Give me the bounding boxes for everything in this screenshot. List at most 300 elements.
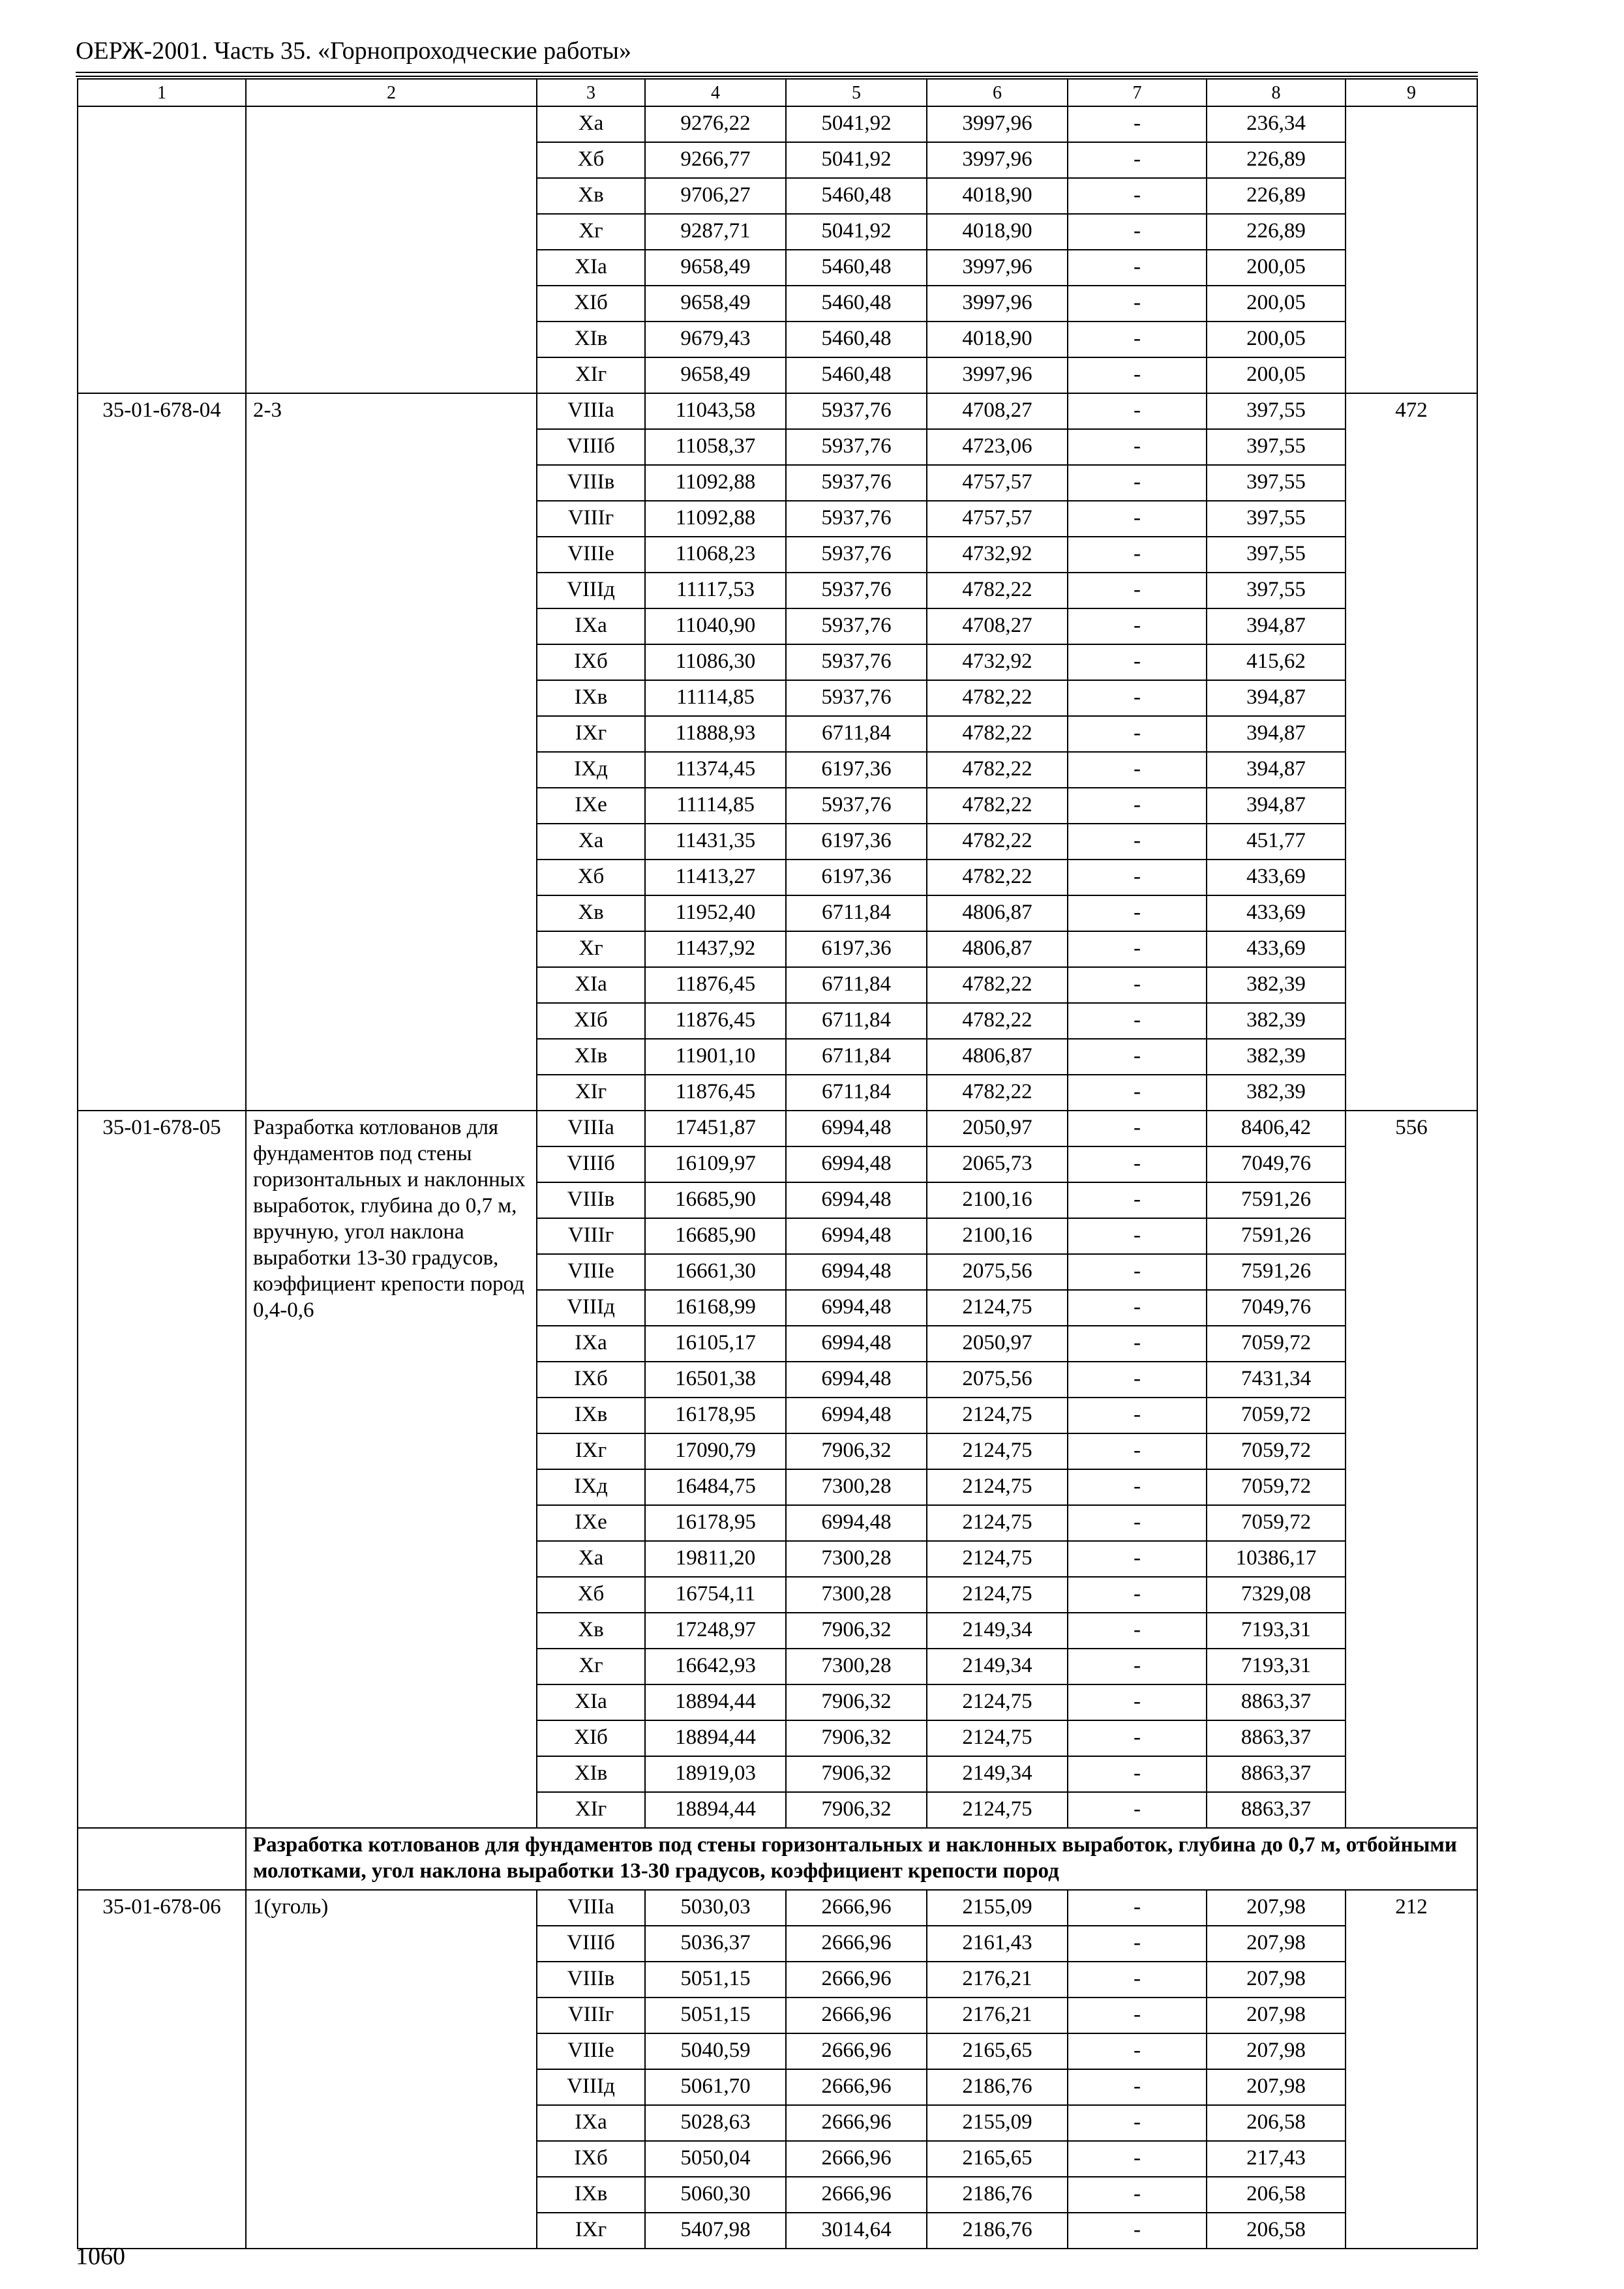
rate-class-cell: IXг xyxy=(537,2213,645,2249)
machine-cost-cell: 2124,75 xyxy=(927,1684,1068,1720)
machine-cost-cell: 4732,92 xyxy=(927,537,1068,573)
rate-class-cell: XIб xyxy=(537,1720,645,1756)
col7-cell: - xyxy=(1068,178,1207,214)
total-cost-cell: 16484,75 xyxy=(645,1469,786,1505)
page-number: 1060 xyxy=(76,2243,125,2270)
machine-cost-cell: 2155,09 xyxy=(927,1890,1068,1926)
labor-cost-cell: 6711,84 xyxy=(786,716,927,752)
materials-cost-cell: 7059,72 xyxy=(1207,1469,1346,1505)
column-number-cell: 9 xyxy=(1346,79,1477,106)
rate-class-cell: IXг xyxy=(537,716,645,752)
rate-class-cell: VIIIe xyxy=(537,1254,645,1290)
labor-cost-cell: 5937,76 xyxy=(786,788,927,824)
total-cost-cell: 5051,15 xyxy=(645,1997,786,2033)
materials-cost-cell: 226,89 xyxy=(1207,142,1346,178)
rate-class-cell: XIг xyxy=(537,1075,645,1111)
rate-class-cell: XIг xyxy=(537,357,645,393)
col9-value: 472 xyxy=(1346,393,1477,1111)
rate-class-cell: Xв xyxy=(537,1613,645,1649)
materials-cost-cell: 8406,42 xyxy=(1207,1111,1346,1146)
col7-cell: - xyxy=(1068,1362,1207,1398)
machine-cost-cell: 4782,22 xyxy=(927,824,1068,860)
norm-description: Разработка котлованов для фундаментов под стены горизонтальных и наклонных выработок, глубина до 0,7 м, вручную, угол наклона выработки 13-30 градусов, коэффициент крепости пород 0,4-0,6 xyxy=(246,1111,537,1828)
materials-cost-cell: 394,87 xyxy=(1207,608,1346,644)
materials-cost-cell: 397,55 xyxy=(1207,429,1346,465)
rate-class-cell: VIIIг xyxy=(537,501,645,537)
header-rule xyxy=(76,76,1478,77)
col7-cell: - xyxy=(1068,2033,1207,2069)
total-cost-cell: 5036,37 xyxy=(645,1926,786,1962)
col7-cell: - xyxy=(1068,1792,1207,1828)
labor-cost-cell: 5460,48 xyxy=(786,178,927,214)
rate-class-cell: IXб xyxy=(537,2141,645,2177)
col7-cell: - xyxy=(1068,537,1207,573)
rate-class-cell: IXв xyxy=(537,1398,645,1433)
rate-class-cell: VIIIд xyxy=(537,1290,645,1326)
materials-cost-cell: 226,89 xyxy=(1207,214,1346,250)
machine-cost-cell: 2124,75 xyxy=(927,1398,1068,1433)
col7-cell: - xyxy=(1068,1146,1207,1182)
materials-cost-cell: 7193,31 xyxy=(1207,1613,1346,1649)
total-cost-cell: 11114,85 xyxy=(645,788,786,824)
total-cost-cell: 5051,15 xyxy=(645,1962,786,1997)
rate-class-cell: IXб xyxy=(537,644,645,680)
section-title: Разработка котлованов для фундаментов под стены горизонтальных и наклонных выработок, глубина до 0,7 м, отбойными молотками, угол наклона выработки 13-30 градусов, коэффициент крепости пород xyxy=(246,1828,1477,1890)
labor-cost-cell: 2666,96 xyxy=(786,2105,927,2141)
total-cost-cell: 16105,17 xyxy=(645,1326,786,1362)
col7-cell: - xyxy=(1068,1541,1207,1577)
col7-cell: - xyxy=(1068,1326,1207,1362)
machine-cost-cell: 4782,22 xyxy=(927,573,1068,608)
materials-cost-cell: 207,98 xyxy=(1207,1997,1346,2033)
machine-cost-cell: 2186,76 xyxy=(927,2069,1068,2105)
labor-cost-cell: 7300,28 xyxy=(786,1649,927,1684)
materials-cost-cell: 382,39 xyxy=(1207,1039,1346,1075)
total-cost-cell: 11092,88 xyxy=(645,501,786,537)
col7-cell: - xyxy=(1068,716,1207,752)
materials-cost-cell: 217,43 xyxy=(1207,2141,1346,2177)
total-cost-cell: 16685,90 xyxy=(645,1218,786,1254)
rate-class-cell: VIIIд xyxy=(537,2069,645,2105)
materials-cost-cell: 397,55 xyxy=(1207,501,1346,537)
machine-cost-cell: 2050,97 xyxy=(927,1111,1068,1146)
rate-class-cell: Xв xyxy=(537,178,645,214)
machine-cost-cell: 2124,75 xyxy=(927,1577,1068,1613)
materials-cost-cell: 8863,37 xyxy=(1207,1720,1346,1756)
machine-cost-cell: 2065,73 xyxy=(927,1146,1068,1182)
total-cost-cell: 5028,63 xyxy=(645,2105,786,2141)
materials-cost-cell: 451,77 xyxy=(1207,824,1346,860)
labor-cost-cell: 2666,96 xyxy=(786,2141,927,2177)
rate-class-cell: VIIIг xyxy=(537,1218,645,1254)
col7-cell: - xyxy=(1068,644,1207,680)
labor-cost-cell: 5937,76 xyxy=(786,680,927,716)
table-row xyxy=(78,106,1477,142)
rate-class-cell: VIIIe xyxy=(537,537,645,573)
total-cost-cell: 11040,90 xyxy=(645,608,786,644)
machine-cost-cell: 4782,22 xyxy=(927,752,1068,788)
total-cost-cell: 17248,97 xyxy=(645,1613,786,1649)
machine-cost-cell: 4782,22 xyxy=(927,860,1068,895)
col7-cell: - xyxy=(1068,860,1207,895)
labor-cost-cell: 6994,48 xyxy=(786,1505,927,1541)
labor-cost-cell: 5460,48 xyxy=(786,357,927,393)
labor-cost-cell: 2666,96 xyxy=(786,2033,927,2069)
materials-cost-cell: 7193,31 xyxy=(1207,1649,1346,1684)
total-cost-cell: 9679,43 xyxy=(645,322,786,357)
norm-code xyxy=(78,106,246,393)
total-cost-cell: 9266,77 xyxy=(645,142,786,178)
col7-cell: - xyxy=(1068,357,1207,393)
materials-cost-cell: 433,69 xyxy=(1207,860,1346,895)
machine-cost-cell: 2165,65 xyxy=(927,2141,1068,2177)
col7-cell: - xyxy=(1068,1577,1207,1613)
machine-cost-cell: 2124,75 xyxy=(927,1290,1068,1326)
total-cost-cell: 11092,88 xyxy=(645,465,786,501)
total-cost-cell: 18919,03 xyxy=(645,1756,786,1792)
total-cost-cell: 11876,45 xyxy=(645,1003,786,1039)
machine-cost-cell: 2186,76 xyxy=(927,2177,1068,2213)
labor-cost-cell: 6197,36 xyxy=(786,860,927,895)
labor-cost-cell: 2666,96 xyxy=(786,1997,927,2033)
col7-cell: - xyxy=(1068,2105,1207,2141)
machine-cost-cell: 2050,97 xyxy=(927,1326,1068,1362)
machine-cost-cell: 4018,90 xyxy=(927,178,1068,214)
labor-cost-cell: 6994,48 xyxy=(786,1111,927,1146)
col7-cell: - xyxy=(1068,1684,1207,1720)
labor-cost-cell: 7906,32 xyxy=(786,1433,927,1469)
col7-cell: - xyxy=(1068,680,1207,716)
rate-class-cell: VIIIa xyxy=(537,1111,645,1146)
rate-class-cell: Xв xyxy=(537,895,645,931)
norm-description xyxy=(246,106,537,393)
materials-cost-cell: 433,69 xyxy=(1207,895,1346,931)
col7-cell: - xyxy=(1068,1182,1207,1218)
materials-cost-cell: 7059,72 xyxy=(1207,1505,1346,1541)
machine-cost-cell: 4782,22 xyxy=(927,967,1068,1003)
materials-cost-cell: 10386,17 xyxy=(1207,1541,1346,1577)
col7-cell: - xyxy=(1068,142,1207,178)
col7-cell: - xyxy=(1068,1433,1207,1469)
total-cost-cell: 11437,92 xyxy=(645,931,786,967)
labor-cost-cell: 6994,48 xyxy=(786,1362,927,1398)
labor-cost-cell: 6994,48 xyxy=(786,1146,927,1182)
machine-cost-cell: 4782,22 xyxy=(927,788,1068,824)
materials-cost-cell: 236,34 xyxy=(1207,106,1346,142)
labor-cost-cell: 5937,76 xyxy=(786,465,927,501)
machine-cost-cell: 4782,22 xyxy=(927,716,1068,752)
machine-cost-cell: 4782,22 xyxy=(927,1003,1068,1039)
column-number-cell: 2 xyxy=(246,79,537,106)
labor-cost-cell: 5460,48 xyxy=(786,250,927,286)
rate-class-cell: Xб xyxy=(537,142,645,178)
col7-cell: - xyxy=(1068,1111,1207,1146)
labor-cost-cell: 7906,32 xyxy=(786,1792,927,1828)
rate-class-cell: XIг xyxy=(537,1792,645,1828)
labor-cost-cell: 5041,92 xyxy=(786,214,927,250)
col7-cell: - xyxy=(1068,393,1207,429)
machine-cost-cell: 4018,90 xyxy=(927,322,1068,357)
rate-class-cell: IXa xyxy=(537,608,645,644)
machine-cost-cell: 2075,56 xyxy=(927,1254,1068,1290)
table-row xyxy=(78,1111,1477,1146)
labor-cost-cell: 5937,76 xyxy=(786,393,927,429)
labor-cost-cell: 6197,36 xyxy=(786,931,927,967)
labor-cost-cell: 6711,84 xyxy=(786,1039,927,1075)
machine-cost-cell: 4806,87 xyxy=(927,895,1068,931)
materials-cost-cell: 7591,26 xyxy=(1207,1254,1346,1290)
section-header-row xyxy=(78,1828,1477,1890)
machine-cost-cell: 2149,34 xyxy=(927,1756,1068,1792)
labor-cost-cell: 2666,96 xyxy=(786,2177,927,2213)
rate-class-cell: VIIIв xyxy=(537,465,645,501)
materials-cost-cell: 7059,72 xyxy=(1207,1326,1346,1362)
machine-cost-cell: 2100,16 xyxy=(927,1182,1068,1218)
rate-class-cell: VIIIг xyxy=(537,1997,645,2033)
total-cost-cell: 11058,37 xyxy=(645,429,786,465)
col7-cell: - xyxy=(1068,1039,1207,1075)
total-cost-cell: 16178,95 xyxy=(645,1505,786,1541)
materials-cost-cell: 226,89 xyxy=(1207,178,1346,214)
materials-cost-cell: 7049,76 xyxy=(1207,1146,1346,1182)
col7-cell: - xyxy=(1068,1926,1207,1962)
machine-cost-cell: 2075,56 xyxy=(927,1362,1068,1398)
labor-cost-cell: 5937,76 xyxy=(786,573,927,608)
materials-cost-cell: 397,55 xyxy=(1207,393,1346,429)
table-row xyxy=(78,1890,1477,1926)
machine-cost-cell: 4723,06 xyxy=(927,429,1068,465)
col7-cell: - xyxy=(1068,1003,1207,1039)
col7-cell: - xyxy=(1068,1890,1207,1926)
total-cost-cell: 9706,27 xyxy=(645,178,786,214)
total-cost-cell: 16754,11 xyxy=(645,1577,786,1613)
materials-cost-cell: 8863,37 xyxy=(1207,1792,1346,1828)
col7-cell: - xyxy=(1068,1398,1207,1433)
labor-cost-cell: 5937,76 xyxy=(786,608,927,644)
labor-cost-cell: 6994,48 xyxy=(786,1254,927,1290)
rate-class-cell: XIб xyxy=(537,286,645,322)
rate-class-cell: XIa xyxy=(537,1684,645,1720)
col7-cell: - xyxy=(1068,2213,1207,2249)
labor-cost-cell: 6711,84 xyxy=(786,1075,927,1111)
labor-cost-cell: 7906,32 xyxy=(786,1684,927,1720)
rate-class-cell: VIIIa xyxy=(537,393,645,429)
col7-cell: - xyxy=(1068,931,1207,967)
col7-cell: - xyxy=(1068,573,1207,608)
materials-cost-cell: 207,98 xyxy=(1207,1926,1346,1962)
rate-class-cell: IXe xyxy=(537,788,645,824)
machine-cost-cell: 2161,43 xyxy=(927,1926,1068,1962)
col7-cell: - xyxy=(1068,824,1207,860)
column-number-cell: 4 xyxy=(645,79,786,106)
col7-cell: - xyxy=(1068,1997,1207,2033)
materials-cost-cell: 206,58 xyxy=(1207,2105,1346,2141)
column-number-cell: 7 xyxy=(1068,79,1207,106)
total-cost-cell: 17090,79 xyxy=(645,1433,786,1469)
materials-cost-cell: 7059,72 xyxy=(1207,1433,1346,1469)
machine-cost-cell: 2149,34 xyxy=(927,1649,1068,1684)
total-cost-cell: 11086,30 xyxy=(645,644,786,680)
total-cost-cell: 18894,44 xyxy=(645,1720,786,1756)
total-cost-cell: 5040,59 xyxy=(645,2033,786,2069)
rate-class-cell: XIб xyxy=(537,1003,645,1039)
table-body xyxy=(78,79,1477,2249)
labor-cost-cell: 7906,32 xyxy=(786,1756,927,1792)
machine-cost-cell: 4806,87 xyxy=(927,931,1068,967)
rate-class-cell: VIIIб xyxy=(537,429,645,465)
rate-class-cell: VIIIe xyxy=(537,2033,645,2069)
col7-cell: - xyxy=(1068,429,1207,465)
col7-cell: - xyxy=(1068,501,1207,537)
materials-cost-cell: 7591,26 xyxy=(1207,1182,1346,1218)
materials-cost-cell: 394,87 xyxy=(1207,716,1346,752)
col7-cell: - xyxy=(1068,1290,1207,1326)
materials-cost-cell: 394,87 xyxy=(1207,788,1346,824)
norm-description: 1(уголь) xyxy=(246,1890,537,2249)
norms-table xyxy=(77,78,1478,2249)
machine-cost-cell: 4782,22 xyxy=(927,1075,1068,1111)
table-row xyxy=(78,393,1477,429)
labor-cost-cell: 6994,48 xyxy=(786,1218,927,1254)
rate-class-cell: IXб xyxy=(537,1362,645,1398)
machine-cost-cell: 2176,21 xyxy=(927,1997,1068,2033)
materials-cost-cell: 397,55 xyxy=(1207,573,1346,608)
total-cost-cell: 16661,30 xyxy=(645,1254,786,1290)
labor-cost-cell: 5460,48 xyxy=(786,286,927,322)
labor-cost-cell: 6711,84 xyxy=(786,967,927,1003)
materials-cost-cell: 200,05 xyxy=(1207,357,1346,393)
materials-cost-cell: 206,58 xyxy=(1207,2213,1346,2249)
machine-cost-cell: 3997,96 xyxy=(927,286,1068,322)
column-number-cell: 5 xyxy=(786,79,927,106)
page-title: ОЕРЖ-2001. Часть 35. «Горнопроходческие работы» xyxy=(76,37,631,65)
labor-cost-cell: 7300,28 xyxy=(786,1541,927,1577)
labor-cost-cell: 6197,36 xyxy=(786,824,927,860)
labor-cost-cell: 5041,92 xyxy=(786,106,927,142)
machine-cost-cell: 2124,75 xyxy=(927,1433,1068,1469)
labor-cost-cell: 6994,48 xyxy=(786,1398,927,1433)
machine-cost-cell: 2100,16 xyxy=(927,1218,1068,1254)
total-cost-cell: 11114,85 xyxy=(645,680,786,716)
total-cost-cell: 11876,45 xyxy=(645,967,786,1003)
machine-cost-cell: 4708,27 xyxy=(927,393,1068,429)
norm-code: 35-01-678-04 xyxy=(78,393,246,1111)
labor-cost-cell: 7300,28 xyxy=(786,1577,927,1613)
col7-cell: - xyxy=(1068,2177,1207,2213)
total-cost-cell: 5407,98 xyxy=(645,2213,786,2249)
col9-value: 556 xyxy=(1346,1111,1477,1828)
machine-cost-cell: 2149,34 xyxy=(927,1613,1068,1649)
header-rule xyxy=(76,72,1478,73)
machine-cost-cell: 2124,75 xyxy=(927,1720,1068,1756)
rate-class-cell: VIIIб xyxy=(537,1146,645,1182)
column-number-cell: 6 xyxy=(927,79,1068,106)
section-spacer-cell xyxy=(78,1828,246,1890)
materials-cost-cell: 206,58 xyxy=(1207,2177,1346,2213)
rate-class-cell: Xг xyxy=(537,931,645,967)
materials-cost-cell: 382,39 xyxy=(1207,1075,1346,1111)
col7-cell: - xyxy=(1068,2069,1207,2105)
column-number-row xyxy=(78,79,1477,106)
labor-cost-cell: 6994,48 xyxy=(786,1182,927,1218)
labor-cost-cell: 6711,84 xyxy=(786,1003,927,1039)
materials-cost-cell: 433,69 xyxy=(1207,931,1346,967)
machine-cost-cell: 2124,75 xyxy=(927,1469,1068,1505)
machine-cost-cell: 4708,27 xyxy=(927,608,1068,644)
rate-class-cell: VIIIa xyxy=(537,1890,645,1926)
col7-cell: - xyxy=(1068,214,1207,250)
labor-cost-cell: 5460,48 xyxy=(786,322,927,357)
materials-cost-cell: 7431,34 xyxy=(1207,1362,1346,1398)
labor-cost-cell: 7300,28 xyxy=(786,1469,927,1505)
norm-description: 2-3 xyxy=(246,393,537,1111)
materials-cost-cell: 8863,37 xyxy=(1207,1756,1346,1792)
materials-cost-cell: 200,05 xyxy=(1207,286,1346,322)
materials-cost-cell: 394,87 xyxy=(1207,752,1346,788)
column-number-cell: 3 xyxy=(537,79,645,106)
rate-class-cell: Xг xyxy=(537,214,645,250)
col7-cell: - xyxy=(1068,1720,1207,1756)
rate-class-cell: Xa xyxy=(537,1541,645,1577)
labor-cost-cell: 6994,48 xyxy=(786,1326,927,1362)
col7-cell: - xyxy=(1068,1254,1207,1290)
total-cost-cell: 16109,97 xyxy=(645,1146,786,1182)
rate-class-cell: IXд xyxy=(537,752,645,788)
col7-cell: - xyxy=(1068,967,1207,1003)
rate-class-cell: IXд xyxy=(537,1469,645,1505)
norm-code: 35-01-678-06 xyxy=(78,1890,246,2249)
col7-cell: - xyxy=(1068,1756,1207,1792)
total-cost-cell: 11117,53 xyxy=(645,573,786,608)
materials-cost-cell: 397,55 xyxy=(1207,537,1346,573)
col7-cell: - xyxy=(1068,608,1207,644)
labor-cost-cell: 2666,96 xyxy=(786,1926,927,1962)
total-cost-cell: 16168,99 xyxy=(645,1290,786,1326)
machine-cost-cell: 3997,96 xyxy=(927,142,1068,178)
total-cost-cell: 9287,71 xyxy=(645,214,786,250)
labor-cost-cell: 2666,96 xyxy=(786,2069,927,2105)
rate-class-cell: XIв xyxy=(537,1039,645,1075)
total-cost-cell: 9658,49 xyxy=(645,357,786,393)
materials-cost-cell: 207,98 xyxy=(1207,2033,1346,2069)
labor-cost-cell: 3014,64 xyxy=(786,2213,927,2249)
total-cost-cell: 16642,93 xyxy=(645,1649,786,1684)
machine-cost-cell: 3997,96 xyxy=(927,106,1068,142)
col7-cell: - xyxy=(1068,2141,1207,2177)
column-number-cell: 1 xyxy=(78,79,246,106)
machine-cost-cell: 4732,92 xyxy=(927,644,1068,680)
col7-cell: - xyxy=(1068,322,1207,357)
materials-cost-cell: 7329,08 xyxy=(1207,1577,1346,1613)
materials-cost-cell: 382,39 xyxy=(1207,967,1346,1003)
col7-cell: - xyxy=(1068,1962,1207,1997)
materials-cost-cell: 8863,37 xyxy=(1207,1684,1346,1720)
total-cost-cell: 5060,30 xyxy=(645,2177,786,2213)
total-cost-cell: 11043,58 xyxy=(645,393,786,429)
rate-class-cell: IXe xyxy=(537,1505,645,1541)
materials-cost-cell: 7059,72 xyxy=(1207,1398,1346,1433)
rate-class-cell: XIв xyxy=(537,322,645,357)
labor-cost-cell: 7906,32 xyxy=(786,1613,927,1649)
rate-class-cell: IXв xyxy=(537,2177,645,2213)
rate-class-cell: XIa xyxy=(537,250,645,286)
total-cost-cell: 11068,23 xyxy=(645,537,786,573)
col7-cell: - xyxy=(1068,788,1207,824)
machine-cost-cell: 2155,09 xyxy=(927,2105,1068,2141)
col7-cell: - xyxy=(1068,1505,1207,1541)
machine-cost-cell: 4806,87 xyxy=(927,1039,1068,1075)
total-cost-cell: 9658,49 xyxy=(645,286,786,322)
